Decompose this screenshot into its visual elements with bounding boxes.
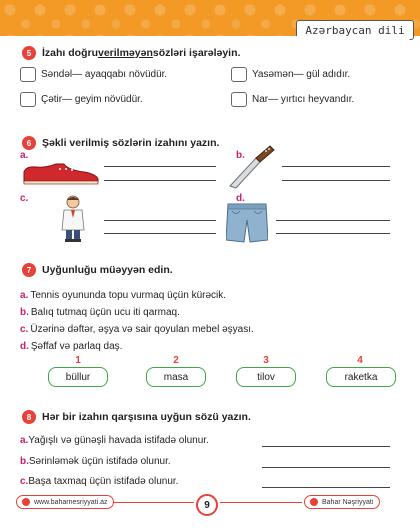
- q6-letter-d: d.: [236, 193, 245, 204]
- answer-line[interactable]: [262, 467, 390, 468]
- q5-option-2-label: Yasəmən— gül adıdır.: [252, 69, 351, 80]
- q7-item-text: Balıq tutmaq üçün ucu iti qarmaq.: [30, 307, 180, 318]
- website-link[interactable]: [16, 495, 114, 509]
- checkbox[interactable]: [20, 92, 36, 107]
- q7-title-text: Uyğunluğu müəyyən edin.: [42, 264, 173, 276]
- q6-title-text: Şəkli verilmiş sözlərin izahını yazın.: [42, 137, 220, 149]
- footer-divider: [220, 502, 302, 503]
- q7-word-box-2[interactable]: masa: [146, 367, 206, 387]
- q7-number-2: 2: [173, 355, 179, 366]
- doctor-icon: [58, 194, 88, 244]
- q7-item-letter: b.: [20, 307, 29, 318]
- q7-number-1: 1: [75, 355, 81, 366]
- q6-number-badge: 6: [22, 136, 36, 150]
- q8-item-letter: a.: [20, 435, 29, 446]
- q5-option-3[interactable]: [20, 92, 143, 107]
- social-icon: [310, 498, 318, 506]
- q5-number-badge: 5: [22, 46, 36, 60]
- answer-line[interactable]: [104, 166, 216, 167]
- q5-option-4[interactable]: [231, 92, 354, 107]
- checkbox[interactable]: [231, 92, 247, 107]
- website-text: www.baharnesriyyati.az: [34, 498, 108, 506]
- q5-title: [22, 46, 240, 60]
- q7-number-4: 4: [357, 355, 363, 366]
- q6-letter-b: b.: [236, 150, 245, 161]
- q8-number-badge: 8: [22, 410, 36, 424]
- q7-title: [22, 263, 173, 277]
- q8-item-text: Yağışlı və günəşli havada istifadə olunur.: [28, 435, 209, 446]
- q8-item-b: [20, 456, 171, 467]
- q6-letter-a: a.: [20, 150, 29, 161]
- q7-item-b: [20, 307, 180, 318]
- answer-line[interactable]: [276, 220, 390, 221]
- q8-item-letter: c.: [20, 476, 29, 487]
- q7-word-box-4[interactable]: raketka: [326, 367, 396, 387]
- q7-word-box-3[interactable]: tilov: [236, 367, 296, 387]
- q6-title: [22, 136, 219, 150]
- answer-line[interactable]: [104, 233, 216, 234]
- q7-item-text: Üzərinə dəftər, əşya və sair qoyulan mebel əşyası.: [30, 324, 254, 335]
- answer-line[interactable]: [262, 446, 390, 447]
- q7-item-d: [20, 341, 122, 352]
- q7-item-letter: a.: [20, 290, 29, 301]
- q8-title: [22, 410, 251, 424]
- q7-item-a: [20, 290, 226, 301]
- q7-item-letter: d.: [20, 341, 29, 352]
- q8-item-text: Sərinləmək üçün istifadə olunur.: [28, 456, 171, 467]
- q7-item-letter: c.: [20, 324, 29, 335]
- q8-item-letter: b.: [20, 456, 29, 467]
- shorts-icon: [226, 202, 268, 244]
- q7-number-3: 3: [263, 355, 269, 366]
- answer-line[interactable]: [262, 487, 390, 488]
- subject-tag: Azərbaycan dili: [296, 20, 414, 40]
- q5-option-1-label: Səndəl— ayaqqabı növüdür.: [41, 69, 168, 80]
- answer-line[interactable]: [104, 220, 216, 221]
- q5-option-4-label: Nar— yırtıcı heyvandır.: [252, 94, 355, 105]
- q7-item-c: [20, 324, 254, 335]
- q5-option-3-label: Çətir— geyim növüdür.: [41, 94, 143, 105]
- answer-line[interactable]: [276, 233, 390, 234]
- q7-word-box-1[interactable]: büllur: [48, 367, 108, 387]
- q5-title-underlined: verilməyən: [98, 47, 153, 59]
- q7-number-badge: 7: [22, 263, 36, 277]
- q5-title-pre: İzahı doğru: [42, 47, 98, 59]
- knife-icon: [226, 142, 276, 190]
- q8-title-text: Hər bir izahın qarşısına uyğun sözü yazın.: [42, 411, 251, 423]
- globe-icon: [22, 498, 30, 506]
- publisher-text: Bahar Nəşriyyatı: [322, 498, 374, 506]
- q7-item-text: Tennis oyununda topu vurmaq üçün kürəcik.: [30, 290, 227, 301]
- answer-line[interactable]: [282, 166, 390, 167]
- answer-line[interactable]: [104, 180, 216, 181]
- checkbox[interactable]: [20, 67, 36, 82]
- answer-line[interactable]: [282, 180, 390, 181]
- q8-item-c: [20, 476, 178, 487]
- q8-item-text: Başa taxmaq üçün istifadə olunur.: [28, 476, 179, 487]
- q6-letter-c: c.: [20, 193, 29, 204]
- publisher-badge: [304, 495, 380, 509]
- q5-option-2[interactable]: [231, 67, 350, 82]
- q5-title-post: sözləri işarələyin.: [152, 47, 241, 59]
- footer-divider: [110, 502, 194, 503]
- q7-item-text: Şəffaf və parlaq daş.: [30, 341, 123, 352]
- page-number: 9: [196, 494, 218, 516]
- checkbox[interactable]: [231, 67, 247, 82]
- shoe-icon: [22, 160, 100, 186]
- q5-option-1[interactable]: [20, 67, 167, 82]
- q8-item-a: [20, 435, 209, 446]
